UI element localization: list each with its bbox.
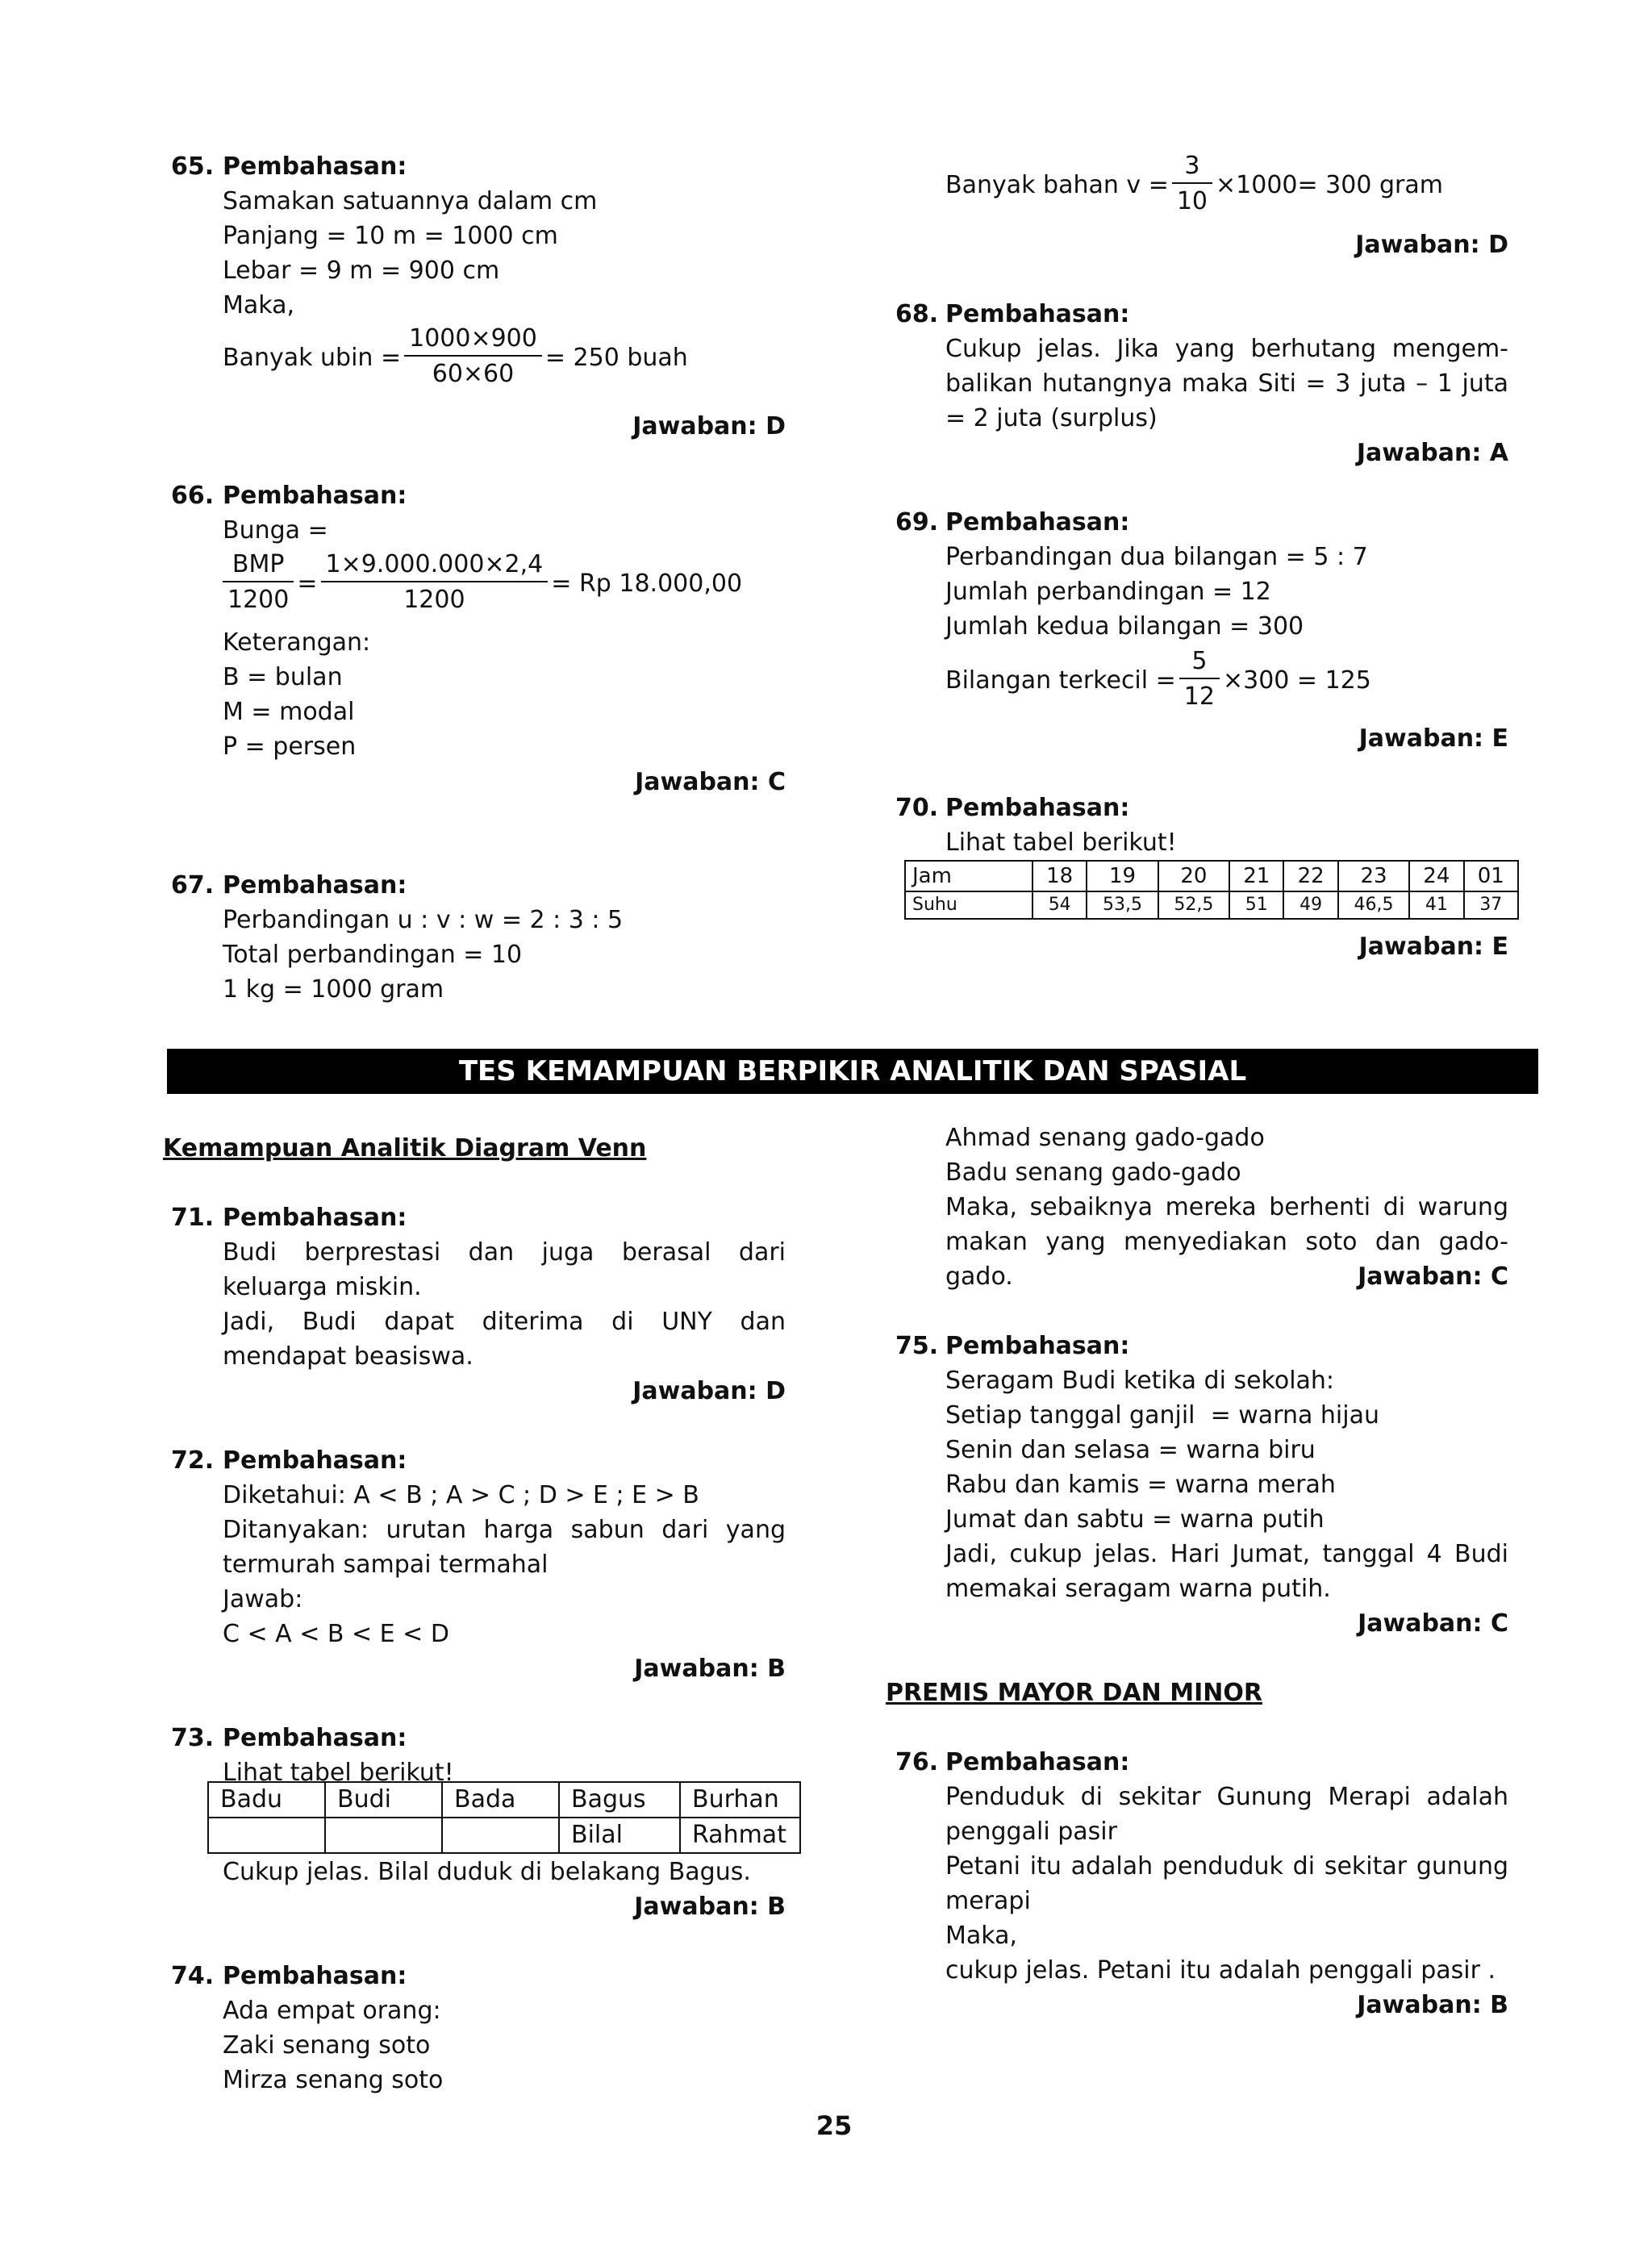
q66-line: P = persen [223, 732, 357, 761]
q66-numerator: 1×9.000.000×2,4 [321, 549, 549, 582]
q65-answer: Jawaban: D [632, 412, 786, 440]
q71-answer: Jawaban: D [632, 1377, 786, 1405]
q65-denominator: 60×60 [432, 360, 515, 388]
q73-line: Cukup jelas. Bilal duduk di belakang Bagus. [223, 1858, 751, 1886]
table-cell: 22 [1283, 861, 1337, 891]
q66-answer: Jawaban: C [635, 768, 786, 796]
q72-heading: Pembahasan: [223, 1446, 407, 1475]
table-row [208, 1818, 800, 1853]
q67-line: Perbandingan u : v : w = 2 : 3 : 5 [223, 906, 624, 934]
table-cell: 49 [1283, 891, 1337, 919]
q69-fraction [1179, 645, 1220, 715]
q65-heading: Pembahasan: [223, 152, 407, 181]
table-row [905, 861, 1518, 891]
q74-line: Zaki senang soto [223, 2031, 431, 2060]
q74-line: Badu senang gado-gado [945, 1158, 1241, 1187]
q71-number: 71. [171, 1204, 215, 1232]
q69-numerator: 5 [1179, 645, 1220, 679]
table-cell: Rahmat [680, 1818, 800, 1853]
q70-line: Lihat tabel berikut! [945, 828, 1177, 857]
q72-paragraph: Ditanyakan: urutan harga sabun dari yang termurah sampai termahal [223, 1516, 786, 1579]
q69-equation [945, 645, 1371, 715]
q76-number: 76. [895, 1748, 939, 1776]
q70-heading: Pembahasan: [945, 794, 1130, 822]
table-cell [325, 1818, 442, 1853]
q69-line: Jumlah kedua bilangan = 300 [945, 612, 1304, 641]
table-cell: 51 [1229, 891, 1283, 919]
q67-eq-label: Banyak bahan v = [945, 170, 1169, 199]
table-cell: Bilal [559, 1818, 680, 1853]
q74-line: Mirza senang soto [223, 2066, 444, 2094]
q65-eq-label: Banyak ubin = [223, 343, 402, 372]
q68-body: Cukup jelas. Jika yang berhutang mengem-balikan hutangnya maka Siti = 3 juta – 1 juta = 2 juta (surplus) [945, 335, 1508, 432]
q66-fraction-bmp [223, 549, 294, 618]
q67-heading: Pembahasan: [223, 871, 407, 899]
q75-line: Jumat dan sabtu = warna putih [945, 1505, 1325, 1534]
section-heading-venn: Kemampuan Analitik Diagram Venn [163, 1134, 647, 1162]
table-cell: 01 [1464, 861, 1518, 891]
q69-eq-label: Bilangan terkecil = [945, 666, 1176, 695]
q66-line: Bunga = [223, 516, 328, 545]
q65-number: 65. [171, 152, 215, 181]
table-cell [208, 1818, 325, 1853]
q71-paragraph: Jadi, Budi dapat diterima di UNY dan mendapat beasiswa. [223, 1308, 786, 1371]
q65-line: Lebar = 9 m = 900 cm [223, 257, 500, 285]
q76-paragraph: Penduduk di sekitar Gunung Merapi adalah penggali pasir [945, 1783, 1508, 1846]
q65-numerator: 1000×900 [404, 323, 542, 357]
q76-paragraph: Petani itu adalah penduduk di sekitar gunung merapi [945, 1852, 1508, 1915]
table-cell: 21 [1229, 861, 1283, 891]
q74-line: Ada empat orang: [223, 1997, 441, 2025]
q75-number: 75. [895, 1332, 939, 1360]
table-cell: 54 [1032, 891, 1087, 919]
q66-denominator: 1200 [227, 586, 290, 614]
q69-heading: Pembahasan: [945, 508, 1130, 536]
q65-fraction [404, 323, 542, 392]
q66-line: Keterangan: [223, 628, 371, 657]
q67-number: 67. [171, 871, 215, 899]
q76-line: Maka, [945, 1922, 1018, 1950]
q73-answer: Jawaban: B [634, 1893, 786, 1921]
table-cell: 24 [1409, 861, 1463, 891]
q72-line: C < A < B < E < D [223, 1620, 449, 1648]
q65-line: Samakan satuannya dalam cm [223, 187, 598, 215]
q76-answer: Jawaban: B [1357, 1991, 1508, 2019]
q74-answer: Jawaban: C [1358, 1263, 1508, 1291]
q67-result: ×1000= 300 gram [1216, 170, 1443, 199]
q69-line: Jumlah perbandingan = 12 [945, 578, 1271, 606]
table-cell: 41 [1409, 891, 1463, 919]
q72-answer: Jawaban: B [634, 1655, 786, 1683]
q65-line: Panjang = 10 m = 1000 cm [223, 222, 558, 250]
q67-denominator: 10 [1176, 187, 1208, 215]
table-row [208, 1782, 800, 1818]
q72-line: Jawab: [223, 1585, 303, 1613]
q67-equation [945, 150, 1443, 219]
q71-heading: Pembahasan: [223, 1204, 407, 1232]
q67-line: Total perbandingan = 10 [223, 941, 523, 969]
table-cell: 18 [1032, 861, 1087, 891]
q75-paragraph: Jadi, cukup jelas. Hari Jumat, tanggal 4 Budi memakai seragam warna putih. [945, 1540, 1508, 1603]
q68-heading: Pembahasan: [945, 300, 1130, 328]
q75-line: Rabu dan kamis = warna merah [945, 1471, 1336, 1499]
q69-line: Perbandingan dua bilangan = 5 : 7 [945, 543, 1368, 571]
q75-line: Setiap tanggal ganjil = warna hijau [945, 1401, 1379, 1430]
q66-result: = Rp 18.000,00 [551, 569, 743, 598]
q74-heading: Pembahasan: [223, 1962, 407, 1990]
q75-heading: Pembahasan: [945, 1332, 1130, 1360]
q72-number: 72. [171, 1446, 215, 1475]
table-cell: 19 [1087, 861, 1158, 891]
q66-numerator: BMP [223, 549, 294, 582]
table-cell: Burhan [680, 1782, 800, 1818]
q70-number: 70. [895, 794, 939, 822]
page-number: 25 [816, 2110, 853, 2141]
table-cell: Bagus [559, 1782, 680, 1818]
table-cell [442, 1818, 559, 1853]
q74-paragraph: Maka, sebaiknya mereka berhenti di warung makan yang menyediakan soto dan gado-gado. [945, 1193, 1508, 1291]
table-cell: 20 [1158, 861, 1229, 891]
q65-result: = 250 buah [544, 343, 688, 372]
q65-line: Maka, [223, 291, 295, 319]
q67-line: 1 kg = 1000 gram [223, 975, 444, 1004]
q69-result: ×300 = 125 [1222, 666, 1371, 695]
q75-line: Seragam Budi ketika di sekolah: [945, 1367, 1335, 1395]
q73-line: Lihat tabel berikut! [223, 1759, 454, 1787]
q66-equation [223, 549, 742, 618]
table-cell: Badu [208, 1782, 325, 1818]
q66-equals: = [297, 569, 318, 598]
table-cell: 46,5 [1338, 891, 1409, 919]
q65-equation [223, 323, 688, 392]
q66-line: M = modal [223, 698, 355, 726]
q76-line: cukup jelas. Petani itu adalah penggali pasir . [945, 1956, 1496, 1985]
q73-table [207, 1781, 801, 1854]
q68-answer: Jawaban: A [1356, 439, 1508, 467]
q69-denominator: 12 [1183, 682, 1215, 711]
table-cell: Suhu [905, 891, 1032, 919]
section-banner: TES KEMAMPUAN BERPIKIR ANALITIK DAN SPASIAL [167, 1049, 1538, 1094]
table-cell: 37 [1464, 891, 1518, 919]
q67-numerator: 3 [1172, 150, 1212, 184]
q66-fraction-values [321, 549, 549, 618]
q72-line: Diketahui: A < B ; A > C ; D > E ; E > B [223, 1481, 699, 1509]
q74-number: 74. [171, 1962, 215, 1990]
q71-paragraph: Budi berprestasi dan juga berasal dari keluarga miskin. [223, 1238, 786, 1301]
q69-number: 69. [895, 508, 939, 536]
q73-heading: Pembahasan: [223, 1724, 407, 1752]
q66-number: 66. [171, 482, 215, 510]
q73-number: 73. [171, 1724, 215, 1752]
section-heading-premis: PREMIS MAYOR DAN MINOR [886, 1679, 1262, 1707]
q70-table [904, 860, 1519, 920]
q74-line: Ahmad senang gado-gado [945, 1124, 1265, 1152]
q67-fraction [1172, 150, 1212, 219]
q68-number: 68. [895, 300, 939, 328]
table-cell: Bada [442, 1782, 559, 1818]
q76-heading: Pembahasan: [945, 1748, 1130, 1776]
q69-answer: Jawaban: E [1358, 724, 1508, 753]
table-cell: Budi [325, 1782, 442, 1818]
q66-line: B = bulan [223, 663, 343, 691]
q70-answer: Jawaban: E [1358, 933, 1508, 961]
q66-heading: Pembahasan: [223, 482, 407, 510]
table-cell: 53,5 [1087, 891, 1158, 919]
q75-line: Senin dan selasa = warna biru [945, 1436, 1316, 1464]
q75-answer: Jawaban: C [1358, 1609, 1508, 1638]
q66-denominator: 1200 [403, 586, 465, 614]
table-cell: 23 [1338, 861, 1409, 891]
table-cell: Jam [905, 861, 1032, 891]
table-cell: 52,5 [1158, 891, 1229, 919]
q67-answer: Jawaban: D [1355, 231, 1508, 259]
table-row [905, 891, 1518, 919]
